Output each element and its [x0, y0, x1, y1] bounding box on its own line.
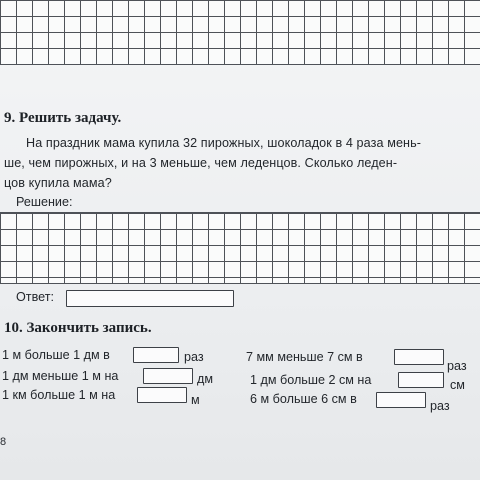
task-10-left-row-3-text: 1 км больше 1 м на — [2, 388, 116, 402]
top-grid-area[interactable] — [0, 0, 480, 65]
task-10-left-row-3-field[interactable] — [137, 387, 187, 403]
task-10-right-row-1-unit: раз — [447, 359, 467, 373]
task-10-left-row-1-unit: раз — [184, 350, 204, 364]
task-9-text-line-1: На праздник мама купила 32 пирожных, шоколадок в 4 раза мень- — [26, 136, 422, 150]
task-10-right-row-3-text: 6 м больше 6 см в — [250, 392, 357, 406]
task-10-left-row-2-text: 1 дм меньше 1 м на — [2, 369, 119, 383]
task-9-title: 9. Решить задачу. — [4, 110, 122, 126]
task-10-left-row-3-unit: м — [191, 393, 200, 407]
task-10-right-row-1-text: 7 мм меньше 7 см в — [246, 350, 363, 364]
task-10-right-row-2-unit: см — [450, 378, 465, 392]
task-10-right-row-2-field[interactable] — [398, 372, 444, 388]
solution-grid[interactable] — [0, 212, 480, 284]
task-10-left-row-1-field[interactable] — [133, 347, 179, 363]
task-10-left-row-2-unit: дм — [197, 372, 214, 386]
solution-label: Решение: — [16, 195, 73, 209]
page-number: 8 — [0, 436, 7, 448]
task-9-text-line-3: цов купила мама? — [4, 176, 112, 190]
task-10-left-row-2-field[interactable] — [143, 368, 193, 384]
answer-field[interactable] — [66, 290, 234, 307]
task-10-right-row-3-unit: раз — [430, 399, 450, 413]
task-10-title: 10. Закончить запись. — [4, 320, 152, 336]
task-10-right-row-1-field[interactable] — [394, 349, 444, 365]
task-9-text-line-2: ше, чем пирожных, и на 3 меньше, чем леденцов. Сколько леден- — [4, 156, 398, 170]
answer-label: Ответ: — [16, 290, 54, 304]
task-10-right-row-2-text: 1 дм больше 2 см на — [250, 373, 372, 387]
task-10-right-row-3-field[interactable] — [376, 392, 426, 408]
task-10-left-row-1-text: 1 м больше 1 дм в — [2, 348, 110, 362]
